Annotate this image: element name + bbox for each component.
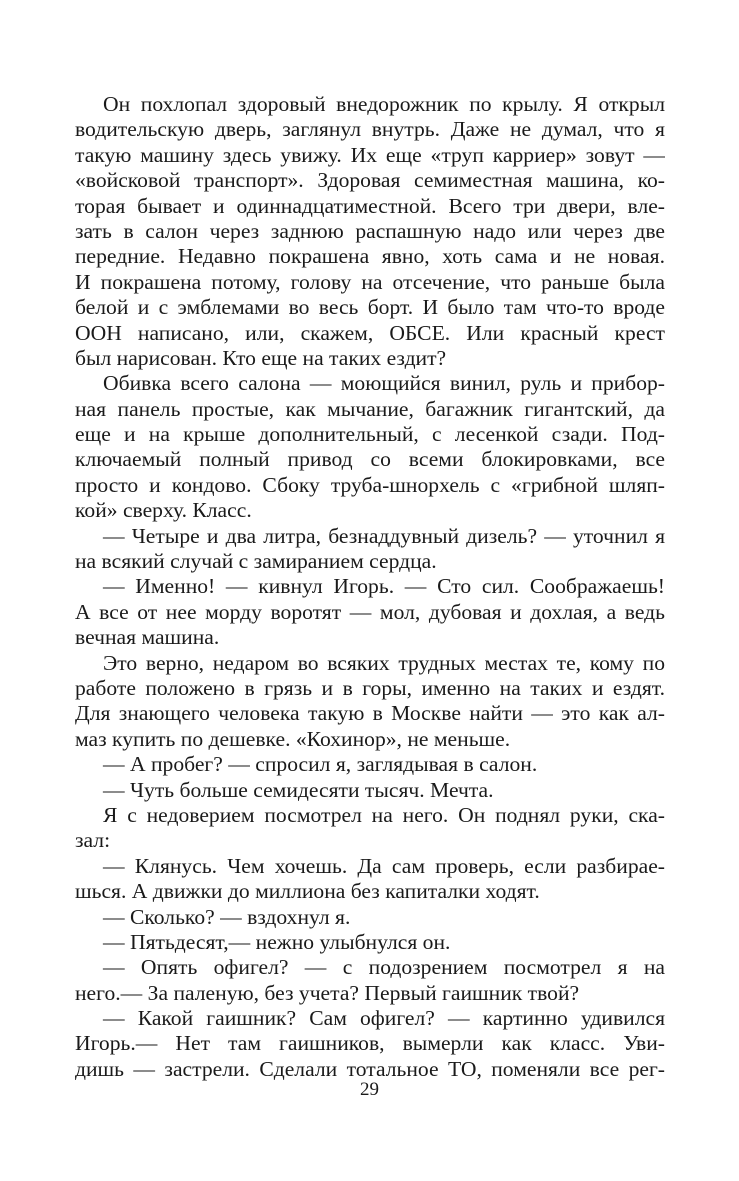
text-line: него.— За паленую, без учета? Первый гаишник твой?	[75, 980, 580, 1005]
text-line: передние. Недавно покрашена явно, хоть сама и не новая.	[75, 244, 665, 269]
text-line: дишь — застрели. Сделали тотальное ТО, поменяли все рег-	[75, 1056, 665, 1081]
text-line: кой» сверху. Класс.	[75, 498, 252, 523]
text-line: Это верно, недаром во всяких трудных местах те, кому по	[103, 650, 665, 675]
text-line: просто и кондово. Сбоку труба-шнорхель с «грибной шляп-	[75, 472, 665, 497]
text-line: — Клянусь. Чем хочешь. Да сам проверь, если разбирае-	[103, 853, 665, 878]
text-line: — Пятьдесят,— нежно улыбнулся он.	[103, 929, 451, 954]
text-line: белой и с эмблемами во весь борт. И было там что-то вроде	[75, 295, 665, 320]
text-line: Игорь.— Нет там гаишников, вымерли как класс. Уви-	[75, 1031, 665, 1056]
text-line: еще и на крыше дополнительный, с лесенкой сзади. Под-	[75, 422, 665, 447]
text-line: водительскую дверь, заглянул внутрь. Даже не думал, что я	[75, 117, 665, 142]
text-line: ная панель простые, как мычание, багажник гигантский, да	[75, 396, 665, 421]
text-line: Для знающего человека такую в Москве найти — это как ал-	[75, 701, 665, 726]
text-line: ООН написано, или, скажем, ОБСЕ. Или красный крест	[75, 320, 665, 345]
text-line: — Именно! — кивнул Игорь. — Сто сил. Соображаешь!	[103, 574, 665, 599]
text-line: — А пробег? — спросил я, заглядывая в салон.	[103, 752, 538, 777]
text-line: Он похлопал здоровый внедорожник по крылу. Я открыл	[103, 92, 665, 116]
text-line: на всякий случай с замиранием сердца.	[75, 549, 437, 574]
text-line: торая бывает и одиннадцатиместной. Всего три двери, вле-	[75, 193, 665, 218]
text-line: «войсковой транспорт». Здоровая семиместная машина, ко-	[75, 168, 665, 193]
text-line: Я с недоверием посмотрел на него. Он поднял руки, ска-	[103, 802, 665, 827]
text-line: ключаемый полный привод со всеми блокировками, все	[75, 447, 665, 472]
text-line: И покрашена потому, голову на отсечение, что раньше была	[75, 269, 665, 294]
text-line: такую машину здесь увижу. Их еще «труп карриер» зовут —	[75, 142, 665, 167]
text-line: зал:	[75, 828, 111, 853]
text-line: вечная машина.	[75, 625, 220, 650]
text-line: — Чуть больше семидесяти тысяч. Мечта.	[103, 777, 494, 802]
text-line: — Четыре и два литра, безнаддувный дизель? — уточнил я	[103, 523, 665, 548]
text-line: Обивка всего салона — моющийся винил, руль и прибор-	[103, 371, 665, 396]
text-line: — Какой гаишник? Сам офигел? — картинно удивился	[103, 1006, 665, 1031]
page-number: 29	[360, 1079, 379, 1100]
page-text	[75, 92, 665, 1082]
text-line: был нарисован. Кто еще на таких ездит?	[75, 345, 447, 370]
text-line: зать в салон через заднюю распашную надо или через две	[75, 218, 665, 243]
text-line: — Опять офигел? — с подозрением посмотрел я на	[103, 955, 665, 980]
text-line: работе положено в грязь и в горы, именно на таких и ездят.	[75, 675, 665, 700]
text-line: А все от нее морду воротят — мол, дубовая и дохлая, а ведь	[75, 599, 665, 624]
text-line: шься. А движки до миллиона без капиталки ходят.	[75, 879, 540, 904]
text-line: маз купить по дешевке. «Кохинор», не меньше.	[75, 726, 511, 751]
text-line: — Сколько? — вздохнул я.	[103, 904, 351, 929]
